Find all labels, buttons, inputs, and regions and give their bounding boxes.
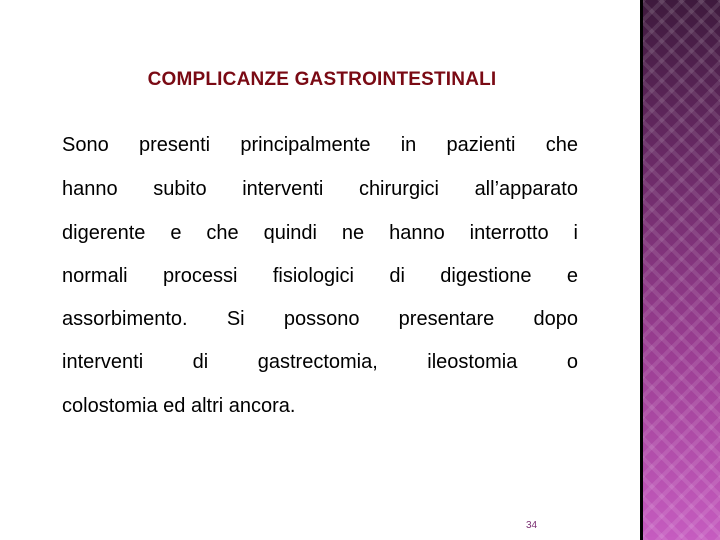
paragraph-word: e: [566, 265, 578, 287]
paragraph-word: ileostomia: [427, 351, 518, 373]
paragraph-word: digestione: [440, 265, 532, 287]
paragraph-word: che: [545, 134, 578, 156]
paragraph-word: gastrectomia,: [257, 351, 378, 373]
paragraph-word: Sono: [62, 134, 109, 156]
paragraph-line-1: [62, 133, 578, 157]
paragraph-line-4: [62, 264, 578, 288]
paragraph-word: Si: [226, 308, 245, 330]
paragraph-word: subito: [153, 178, 207, 200]
paragraph-word: principalmente: [240, 134, 371, 156]
paragraph-word: dopo: [533, 308, 578, 330]
paragraph-word: hanno: [62, 178, 118, 200]
paragraph-word: che: [206, 222, 239, 244]
paragraph-word: processi: [162, 265, 238, 287]
paragraph-word: in: [400, 134, 417, 156]
paragraph-word: di: [389, 265, 405, 287]
paragraph-word: di: [192, 351, 209, 373]
paragraph-line-6: [62, 350, 578, 374]
paragraph-word: o: [566, 351, 578, 373]
paragraph-word: possono: [283, 308, 360, 330]
slide-title: COMPLICANZE GASTROINTESTINALI: [147, 69, 497, 90]
paragraph-word: interrotto: [469, 222, 549, 244]
paragraph-word: presenti: [138, 134, 211, 156]
paragraph-word: assorbimento.: [62, 308, 188, 330]
paragraph-word: quindi: [263, 222, 317, 244]
paragraph-word: normali: [62, 265, 128, 287]
paragraph-word: ne: [341, 222, 365, 244]
paragraph-word: e: [170, 222, 182, 244]
page-number: 34: [526, 520, 538, 531]
paragraph-line-7: [62, 394, 578, 418]
paragraph-word: presentare: [398, 308, 495, 330]
paragraph-line-3: [62, 221, 578, 245]
paragraph-line-2: [62, 177, 578, 201]
paragraph-word: pazienti: [446, 134, 516, 156]
paragraph-word: fisiologici: [272, 265, 354, 287]
paragraph-word: chirurgici: [358, 178, 439, 200]
paragraph-word: interventi: [242, 178, 324, 200]
paragraph-word: colostomia ed altri ancora.: [62, 395, 296, 417]
paragraph-word: all’apparato: [474, 178, 578, 200]
decorative-side-band: [643, 0, 720, 540]
paragraph-word: i: [573, 222, 578, 244]
paragraph-word: hanno: [389, 222, 445, 244]
paragraph-word: interventi: [62, 351, 144, 373]
paragraph-word: digerente: [62, 222, 146, 244]
paragraph-line-5: [62, 307, 578, 331]
